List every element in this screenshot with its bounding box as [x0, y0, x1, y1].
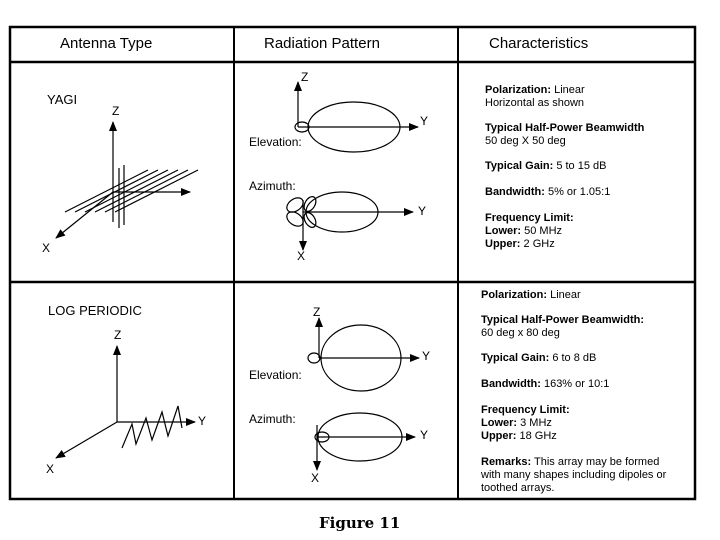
yagi-elevation-pattern	[295, 82, 418, 152]
yagi-beamwidth-label: Typical Half-Power Beamwidth	[485, 122, 645, 134]
lp-remarks: Remarks: This array may be formed	[481, 456, 660, 468]
table-grid	[10, 27, 695, 499]
yagi-frequency-lower: Lower: 50 MHz	[485, 225, 563, 237]
yagi-pattern-z-label: Z	[301, 70, 309, 84]
yagi-x-label: X	[42, 241, 51, 255]
yagi-beamwidth-value: 50 deg X 50 deg	[485, 135, 566, 147]
yagi-azimuth-x-label: X	[297, 249, 306, 263]
lp-elevation-pattern	[308, 318, 419, 391]
yagi-antenna-sketch	[56, 122, 198, 238]
yagi-polarization-note: Horizontal as shown	[485, 97, 585, 109]
header-antenna-type: Antenna Type	[60, 35, 153, 52]
yagi-pattern-y-label: Y	[420, 114, 429, 128]
yagi-azimuth-pattern	[284, 192, 413, 250]
log-periodic-antenna-sketch	[56, 346, 195, 458]
lp-toothed-elements	[122, 406, 182, 448]
lp-elev-back-lobe	[308, 353, 320, 363]
figure-caption: Figure 11	[319, 514, 401, 532]
lp-pattern-z-label: Z	[313, 305, 321, 319]
lp-azimuth-pattern	[315, 413, 415, 470]
yagi-frequency-limit-label: Frequency Limit:	[485, 212, 574, 224]
lp-beamwidth-value: 60 deg x 80 deg	[481, 327, 560, 339]
yagi-x-axis	[56, 192, 113, 238]
lp-polarization: Polarization: Linear	[481, 289, 581, 301]
lp-pattern-y-label: Y	[422, 349, 431, 363]
lp-frequency-limit-label: Frequency Limit:	[481, 404, 570, 416]
lp-elevation-label: Elevation:	[249, 368, 302, 382]
lp-bandwidth: Bandwidth: 163% or 10:1	[481, 378, 610, 390]
lp-azimuth-x-label: X	[311, 471, 320, 485]
yagi-elevation-label: Elevation:	[249, 135, 302, 149]
lp-y-label: Y	[198, 414, 207, 428]
lp-frequency-lower: Lower: 3 MHz	[481, 417, 552, 429]
antenna-name-yagi: YAGI	[47, 92, 78, 107]
yagi-polarization: Polarization: Linear	[485, 84, 585, 96]
header-characteristics: Characteristics	[489, 35, 589, 52]
yagi-gain: Typical Gain: 5 to 15 dB	[485, 160, 607, 172]
lp-remarks-line-2: with many shapes including dipoles or	[481, 469, 667, 481]
lp-x-label: X	[46, 462, 55, 476]
yagi-elements	[65, 170, 198, 212]
lp-x-axis	[56, 422, 117, 458]
yagi-z-label: Z	[112, 104, 120, 118]
header-radiation-pattern: Radiation Pattern	[264, 35, 380, 52]
table-border	[10, 27, 695, 499]
lp-z-label: Z	[114, 328, 122, 342]
yagi-bandwidth: Bandwidth: 5% or 1.05:1	[485, 186, 611, 198]
antenna-name-log-periodic: LOG PERIODIC	[48, 303, 142, 318]
yagi-azimuth-label: Azimuth:	[249, 179, 296, 193]
lp-remarks-line-3: toothed arrays.	[481, 482, 555, 494]
lp-azimuth-y-label: Y	[420, 428, 429, 442]
yagi-azimuth-y-label: Y	[418, 204, 427, 218]
lp-frequency-upper: Upper: 18 GHz	[481, 430, 557, 442]
lp-azimuth-label: Azimuth:	[249, 412, 296, 426]
lp-gain: Typical Gain: 6 to 8 dB	[481, 352, 597, 364]
yagi-frequency-upper: Upper: 2 GHz	[485, 238, 555, 250]
lp-beamwidth-label: Typical Half-Power Beamwidth:	[481, 314, 644, 326]
